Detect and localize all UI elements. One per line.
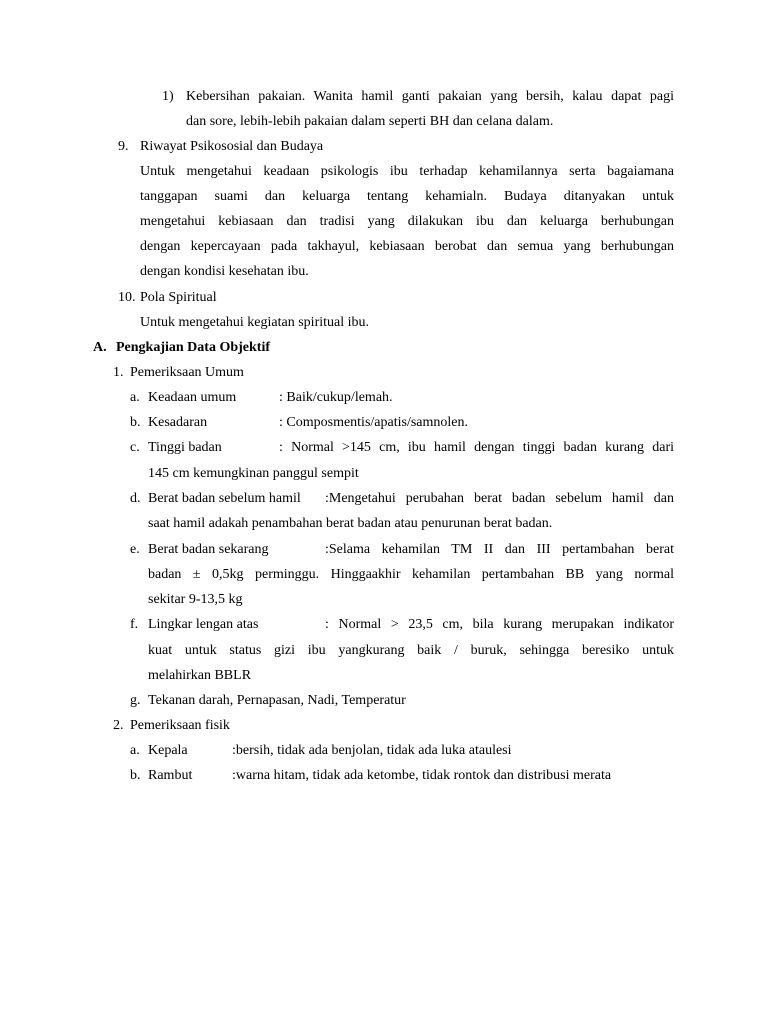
field-value: : Normal >145 cm, ibu hamil dengan tinggi badan kurang dari	[279, 440, 674, 455]
list-marker: g.	[130, 693, 141, 708]
field-value-continuation: kuat untuk status gizi ibu yangkurang baik / buruk, sehingga beresiko untuk	[148, 643, 674, 658]
field-value: : Composmentis/apatis/samnolen.	[279, 415, 468, 430]
list-marker: b.	[130, 415, 141, 430]
list-marker: 1)	[162, 89, 174, 104]
list-item-title: Pola Spiritual	[140, 290, 217, 305]
subsection-heading: Pemeriksaan Umum	[130, 365, 244, 380]
field-value: : Normal > 23,5 cm, bila kurang merupakan indikator	[325, 617, 674, 632]
field-label: Keadaan umum	[148, 390, 237, 405]
field-value: :bersih, tidak ada benjolan, tidak ada luka ataulesi	[232, 743, 512, 758]
field-value-continuation: melahirkan BBLR	[148, 668, 252, 683]
paragraph-line: dan sore, lebih-lebih pakaian dalam seperti BH dan celana dalam.	[186, 114, 554, 129]
field-value-continuation: 145 cm kemungkinan panggul sempit	[148, 466, 359, 481]
section-marker: A.	[93, 340, 107, 355]
list-marker: 1.	[113, 365, 124, 380]
list-marker: 10.	[118, 290, 136, 305]
list-marker: e.	[130, 542, 140, 557]
paragraph-line: dengan kepercayaan pada takhayul, kebiasaan berobat dan semua yang berhubungan	[140, 239, 674, 254]
field-label: Kepala	[148, 743, 188, 758]
paragraph-line: dengan kondisi kesehatan ibu.	[140, 264, 309, 279]
field-value: :Selama kehamilan TM II dan III pertambahan berat	[325, 542, 674, 557]
field-value-continuation: badan ± 0,5kg perminggu. Hinggaakhir kehamilan pertambahan BB yang normal	[148, 567, 674, 582]
list-marker: d.	[130, 491, 141, 506]
list-marker: a.	[130, 390, 140, 405]
list-marker: a.	[130, 743, 140, 758]
paragraph-line: mengetahui kebiasaan dan tradisi yang dilakukan ibu dan keluarga berhubungan	[140, 214, 674, 229]
list-marker: b.	[130, 768, 141, 783]
field-value-continuation: sekitar 9-13,5 kg	[148, 592, 243, 607]
list-marker: 2.	[113, 718, 124, 733]
field-label: Berat badan sekarang	[148, 542, 269, 557]
list-item-title: Riwayat Psikososial dan Budaya	[140, 139, 324, 154]
field-label: Tinggi badan	[148, 440, 222, 455]
list-marker: 9.	[118, 139, 129, 154]
field-value: :warna hitam, tidak ada ketombe, tidak rontok dan distribusi merata	[232, 768, 612, 783]
field-label: Lingkar lengan atas	[148, 617, 259, 632]
field-value: :Mengetahui perubahan berat badan sebelum hamil dan	[325, 491, 674, 506]
subsection-heading: Pemeriksaan fisik	[130, 718, 230, 733]
field-label: Kesadaran	[148, 415, 208, 430]
paragraph-line: tanggapan suami dan keluarga tentang kehamialn. Budaya ditanyakan untuk	[140, 189, 674, 204]
paragraph-line: Kebersihan pakaian. Wanita hamil ganti pakaian yang bersih, kalau dapat pagi	[186, 89, 674, 104]
paragraph-line: Untuk mengetahui keadaan psikologis ibu terhadap kehamilannya serta bagaiamana	[140, 164, 674, 179]
list-marker: f.	[130, 617, 139, 632]
section-heading: Pengkajian Data Objektif	[116, 340, 270, 355]
field-label: Tekanan darah, Pernapasan, Nadi, Temperatur	[148, 693, 406, 708]
field-label: Berat badan sebelum hamil	[148, 491, 301, 506]
field-value-continuation: saat hamil adakah penambahan berat badan atau penurunan berat badan.	[148, 516, 553, 531]
field-value: : Baik/cukup/lemah.	[279, 390, 393, 405]
list-marker: c.	[130, 440, 140, 455]
field-label: Rambut	[148, 768, 193, 783]
paragraph-line: Untuk mengetahui kegiatan spiritual ibu.	[140, 315, 370, 330]
